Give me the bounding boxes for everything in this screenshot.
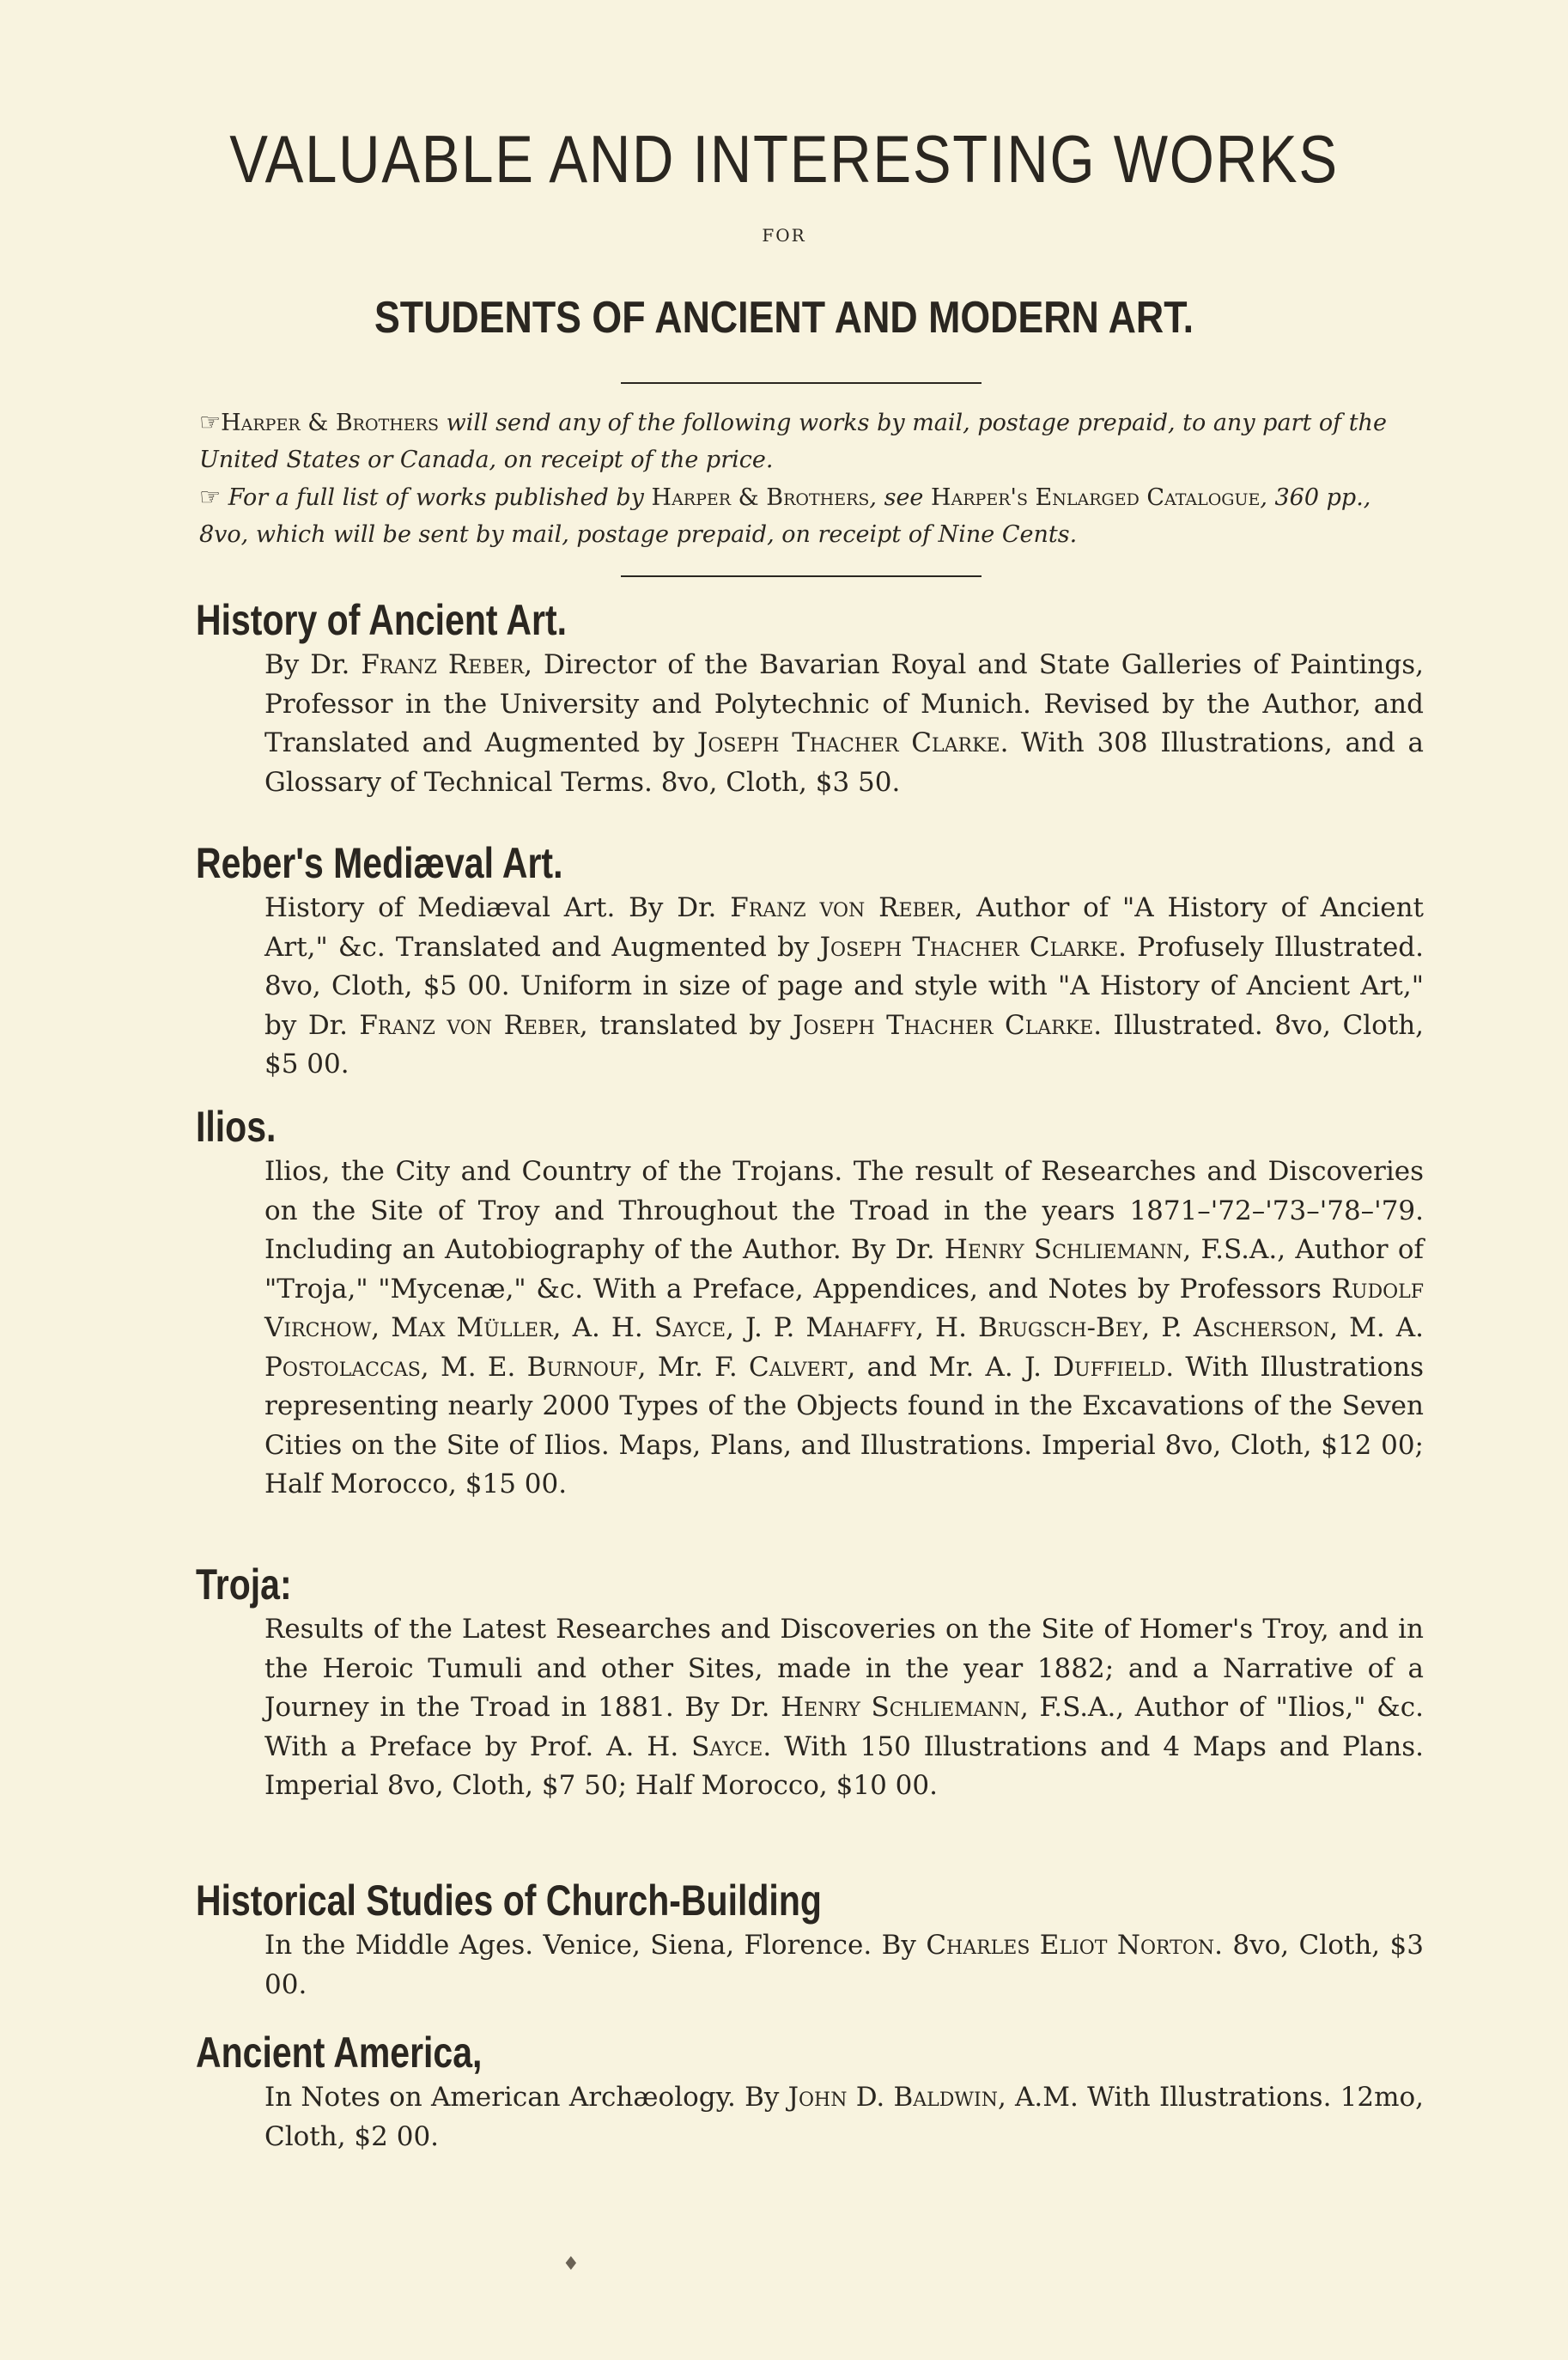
translator-name: Joseph Thacher Clarke [793, 1009, 1094, 1041]
catalogue-notice-text: , see [869, 484, 931, 511]
description-text: , A.M. With Illustrations. 12mo, Cloth, $2 00. [264, 2082, 1425, 2152]
publisher-name: Harper & Brothers [221, 410, 439, 436]
book-entry [196, 1875, 1424, 2004]
description-text: , Mr. [637, 1351, 715, 1383]
author-name: Henry Schliemann [944, 1234, 1183, 1265]
description-text: In Notes on American Archæology. By [264, 2082, 788, 2113]
book-entry [196, 1559, 1424, 1806]
author-name: Franz Reber [361, 649, 525, 680]
book-title: Reber's Mediæval Art. [196, 839, 563, 887]
book-title: Historical Studies of Church-Building [196, 1876, 822, 1925]
author-name: John D. Baldwin [787, 2082, 998, 2113]
book-description [264, 646, 1424, 802]
translator-name: Joseph Thacher Clarke [819, 931, 1119, 963]
description-text: . With 308 Illustrations, and a Glossary of Technical Terms. 8vo, Cloth, $3 50. [264, 727, 1424, 798]
description-text: . With 150 Illustrations and 4 Maps and Plans. Imperial 8vo, Cloth, $7 50; Half Morocco, $10 00. [264, 1730, 1424, 1801]
book-title: Ilios. [196, 1103, 277, 1151]
catalogue-notice-text: , 360 pp., 8vo, which will be sent by mail, postage prepaid, on receipt of Nine Cents. [199, 484, 1371, 548]
pointing-hand-icon: ☞ [199, 408, 222, 436]
description-text: , translated by [579, 1009, 793, 1041]
book-description [264, 1153, 1424, 1505]
book-description [264, 889, 1424, 1085]
publisher-name: Harper & Brothers [651, 484, 870, 511]
book-entry [196, 1101, 1424, 1505]
catalogue-name: Harper's Enlarged Catalogue [930, 484, 1261, 511]
pointing-hand-icon: ☞ [199, 483, 222, 511]
contributor-name: F. Calvert [714, 1351, 848, 1383]
notice-divider [621, 575, 982, 577]
description-text: , Author of "A History of Ancient Art," &c. Translated and Augmented by [264, 892, 1424, 963]
book-title: Troja: [196, 1560, 292, 1609]
author-name: Franz von Reber [730, 892, 955, 923]
book-entry [196, 594, 1424, 802]
ornament-icon: ♦ [562, 2254, 580, 2275]
mail-notice [199, 404, 1419, 478]
mail-notice-text: will send any of the following works by mail, postage prepaid, to any part of the United States or Canada, on receipt of the price. [199, 410, 1387, 473]
catalogue-notice [199, 478, 1419, 553]
author-name: Charles Eliot Norton [926, 1930, 1215, 1961]
description-text: . With Illustrations representing nearly 2000 Types of the Objects found in the Excavations of the Seven Cities on the Site of Ilios. Maps, Plans, and Illustrations. Imperial 8vo, Cloth, $12 00; Half Morocco, $15 00. [264, 1351, 1424, 1499]
title-connector: FOR [762, 225, 806, 246]
description-text: , F.S.A., Author of "Ilios," &c. With a Preface by Prof. [264, 1692, 1424, 1762]
book-description [264, 1610, 1424, 1806]
description-text: . Illustrated. 8vo, Cloth, $5 00. [264, 1009, 1425, 1080]
description-text: History of Mediæval Art. By Dr. [264, 892, 731, 923]
description-text: . Profusely Illustrated. 8vo, Cloth, $5 00. Uniform in size of page and style with "A History of Ancient Art," by Dr. [264, 931, 1425, 1041]
book-entry [196, 2027, 1424, 2156]
contributor-name: A. J. Duffield [985, 1351, 1166, 1383]
book-title: History of Ancient Art. [196, 596, 568, 644]
description-text: , and Mr. [847, 1351, 986, 1383]
author-name: Franz von Reber [359, 1009, 580, 1041]
description-text: Results of the Latest Researches and Discoveries on the Site of Homer's Troy, and in the Heroic Tumuli and other Sites, made in the year 1882; and a Narrative of a Journey in the Troad in 1881. By Dr. [264, 1614, 1424, 1723]
translator-name: Joseph Thacher Clarke [696, 727, 1000, 758]
book-entry [196, 837, 1424, 1085]
contributor-name: A. H. Sayce [606, 1730, 763, 1762]
description-text: In the Middle Ages. Venice, Siena, Florence. By [264, 1930, 927, 1961]
book-description [264, 2078, 1424, 2156]
page-subtitle: STUDENTS OF ANCIENT AND MODERN ART. [374, 293, 1194, 343]
book-title: Ancient America, [196, 2029, 483, 2077]
description-text: By Dr. [264, 649, 362, 680]
catalogue-notice-text: For a full list of works published by [228, 484, 652, 511]
description-text: . 8vo, Cloth, $3 00. [264, 1930, 1424, 2000]
contributor-names: Rudolf Virchow, Max Müller, A. H. Sayce, J. P. Mahaffy, H. Brugsch-Bey, P. Ascherson, M. A. Postolaccas, M. E. Burnouf [264, 1273, 1424, 1383]
top-divider [621, 382, 982, 384]
description-text: Ilios, the City and Country of the Trojans. The result of Researches and Discoveries on the Site of Troy and Throughout the Troad in the years 1871–'72–'73–'78–'79. Including an Autobiography of the Author. By Dr. [264, 1156, 1424, 1265]
description-text: , F.S.A., Author of "Troja," "Mycenæ," &c. With a Preface, Appendices, and Notes by Professors [264, 1234, 1424, 1305]
author-name: Henry Schliemann [781, 1692, 1021, 1723]
page-title: VALUABLE AND INTERESTING WORKS [229, 121, 1339, 197]
book-description [264, 1926, 1424, 2004]
description-text: , Director of the Bavarian Royal and State Galleries of Paintings, Professor in the University and Polytechnic of Munich. Revised by the Author, and Translated and Augmented by [264, 649, 1425, 758]
